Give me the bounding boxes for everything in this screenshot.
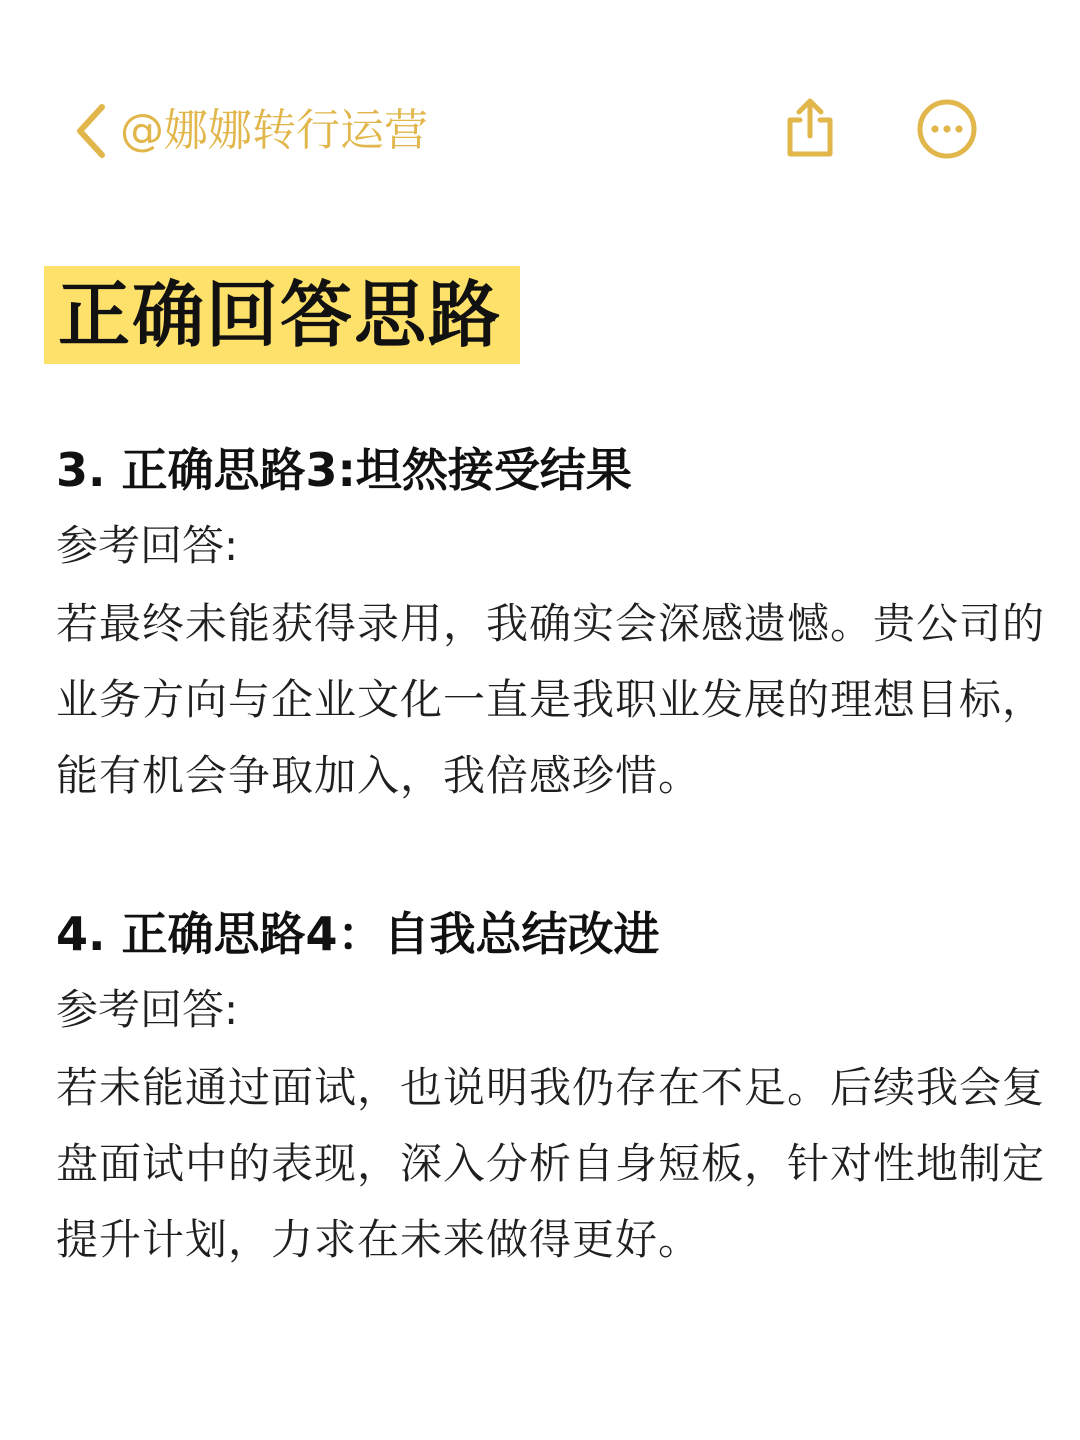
reference-label: 参考回答: <box>56 521 239 570</box>
more-button[interactable] <box>916 98 978 160</box>
answer-text: 若未能通过面试，也说明我仍存在不足。后续我会复盘面试中的表现，深入分析自身短板，针对性地制定提升计划，力求在未来做得更好。 <box>56 1063 1046 1264</box>
chevron-left-icon <box>70 101 110 161</box>
account-name[interactable]: @娜娜转行运营 <box>120 105 428 156</box>
answer-section-3 <box>56 438 1046 814</box>
answer-text: 若最终未能获得录用，我确实会深感遗憾。贵公司的业务方向与企业文化一直是我职业发展的理想目标，能有机会争取加入，我倍感珍惜。 <box>56 599 1046 800</box>
share-icon <box>780 96 840 160</box>
page-title: 正确回答思路 <box>58 273 503 357</box>
reference-label: 参考回答: <box>56 985 239 1034</box>
section-heading: 3. 正确思路3:坦然接受结果 <box>56 443 632 497</box>
more-icon <box>916 98 978 160</box>
section-heading: 4. 正确思路4：自我总结改进 <box>56 907 660 961</box>
back-button[interactable] <box>70 96 428 166</box>
answer-section-4 <box>56 902 1046 1278</box>
top-nav-bar <box>0 0 1080 260</box>
share-button[interactable] <box>780 96 840 160</box>
